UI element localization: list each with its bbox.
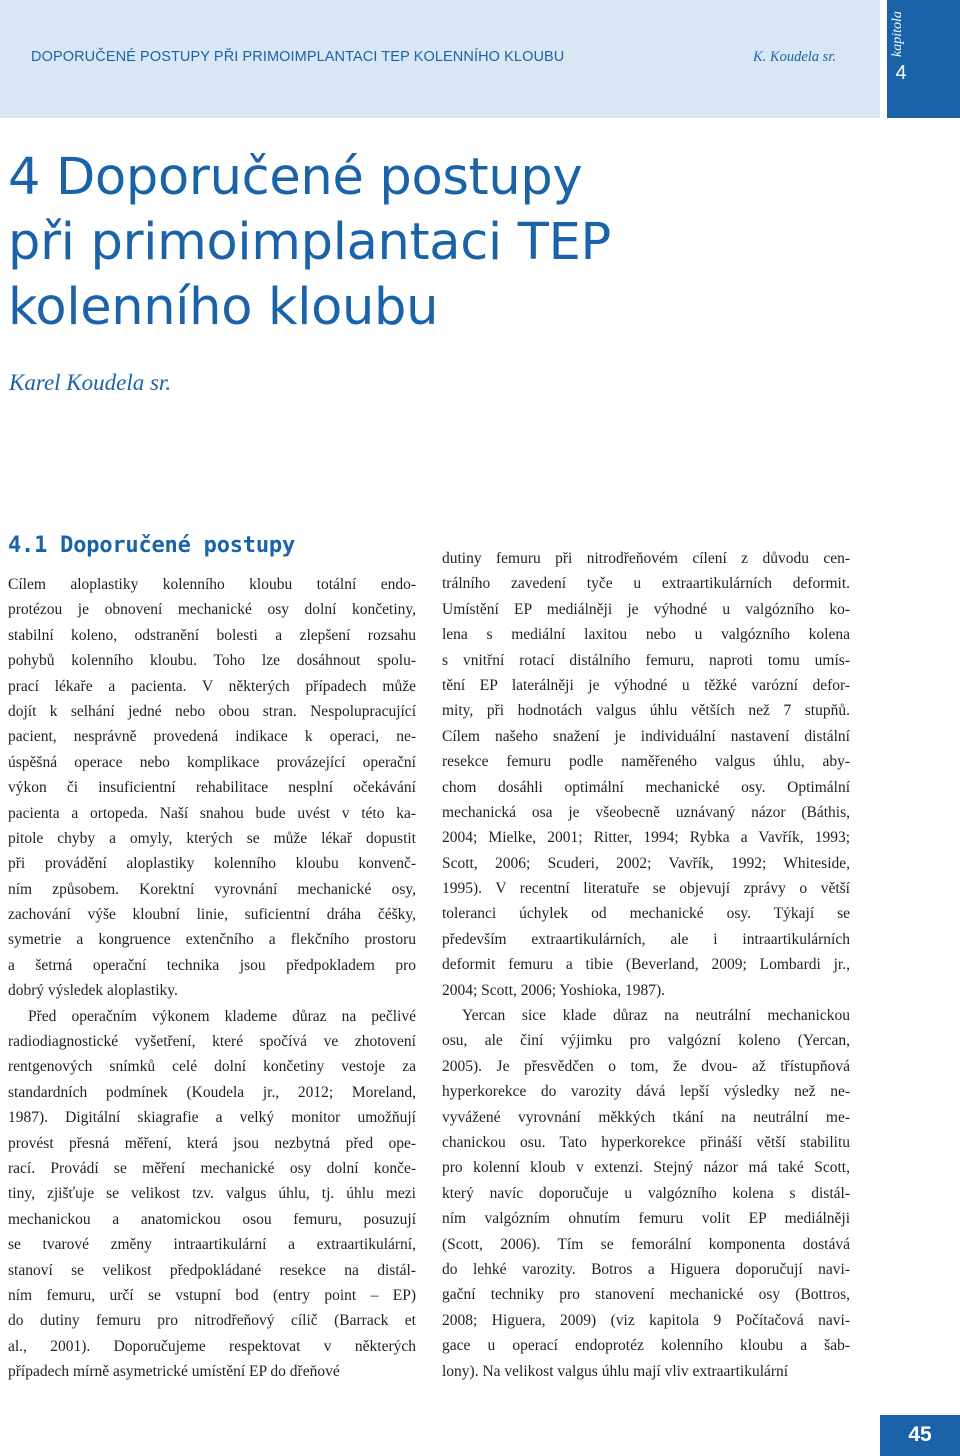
body-text-line: dutiny femuru při nitrodřeňovém cílení z důvodu cen- [442, 550, 850, 567]
body-text-line: al., 2001). Doporučujeme respektovat v některých [8, 1337, 416, 1355]
body-text-line: především extraartikulárních, ale i intraartikulárních [442, 930, 850, 948]
body-text-line: do dutiny femuru pro nitrodřeňový cílič (Barrack et [8, 1312, 416, 1330]
body-text-line: výkon či insuficientní rehabilitace nesplní očekávání [8, 779, 416, 797]
body-text-line: provést přesná měření, která jsou nezbytná před ope- [8, 1134, 416, 1152]
body-text-line: lena s mediální laxitou nebo u valgózního kolena [442, 626, 850, 644]
chapter-title-line: 4 Doporučené postupy [8, 148, 583, 207]
chapter-tab-label: kapitola [890, 11, 905, 57]
body-text-line: úspěšná operace nebo komplikace provázející operační [8, 753, 416, 771]
body-text-line: rací. Provádí se měření mechanické osy dolní konče- [8, 1159, 416, 1177]
body-text-line: Yercan sice klade důraz na neutrální mechanickou [462, 1007, 850, 1025]
body-text-line: standardních podmínek (Koudela jr., 2012; Moreland, [8, 1083, 416, 1101]
chapter-tab-number: 4 [895, 62, 907, 84]
body-text-line: vyvážené vyrovnání měkkých tkání na neutrální me- [442, 1108, 850, 1126]
body-text-line: dojít k selhání jedné nebo obou stran. Nespolupracující [8, 702, 416, 720]
running-header-author: K. Koudela sr. [753, 49, 836, 65]
body-text-line: rentgenových snímků celé dolní končetiny vestoje za [8, 1058, 416, 1076]
chapter-title [8, 145, 868, 340]
body-text-line: (Scott, 2006). Tím se femorální komponenta dostává [442, 1235, 850, 1253]
body-text-line: Scott, 2006; Scuderi, 2002; Vavřík, 1992; Whiteside, [442, 854, 850, 872]
body-text-line: Před operačním výkonem klademe důraz na pečlivé [28, 1007, 416, 1025]
body-text-line: 2005). Je přesvědčen o tom, že dvou- až třístupňová [442, 1057, 850, 1075]
body-text-line: osu, ale činí výjimku pro valgózní koleno (Yercan, [442, 1032, 850, 1050]
body-text-line: mechanická osa je všeobecně uznávaný názor (Báthis, [442, 803, 850, 821]
body-text-line: trálního zavedení tyče u extraartikulárních deformit. [442, 575, 850, 593]
body-text-line: gace u operací endoprotéz kolenního kloubu a šab- [442, 1337, 850, 1355]
body-text-line: Cílem našeho snažení je individuální nastavení distální [442, 727, 850, 745]
body-text-line: mechanickou a anatomickou osou femuru, posuzují [8, 1210, 416, 1228]
body-text-line: 2004; Scott, 2006; Yoshioka, 1987). [442, 981, 666, 999]
body-text-line: hyperkorekce do varozity dává lepší výsledky než ne- [442, 1083, 850, 1101]
body-column-left [8, 572, 416, 1385]
section-heading: 4.1 Doporučené postupy [8, 533, 295, 558]
body-text-line: 2004; Mielke, 2001; Ritter, 1994; Rybka a Vavřík, 1993; [442, 829, 850, 847]
body-text-line: symetrie a kongruence extenčního a flekčního prostoru [8, 931, 416, 949]
body-text-line: s vnitřní rotací distálního femuru, naproti tomu umís- [442, 651, 850, 669]
body-text-line: dobrý výsledek aloplastiky. [8, 982, 178, 1000]
chapter-author: Karel Koudela sr. [9, 370, 172, 395]
body-text-line: a šetrná operační technika jsou předpokladem pro [8, 956, 416, 974]
body-text-line: při provádění aloplastiky kolenního kloubu konvenč- [8, 855, 416, 873]
chapter-title-line: kolenního kloubu [8, 278, 439, 337]
body-text-line: chanickou osu. Tato hyperkorekce přináší větší stabilitu [442, 1133, 850, 1151]
body-text-line: chom dosáhli optimální mechanické osy. Optimální [442, 778, 850, 796]
body-text-line: 1995). V recentní literatuře se objevují zprávy o větší [442, 880, 850, 898]
running-header-title: DOPORUČENÉ POSTUPY PŘI PRIMOIMPLANTACI TEP KOLENNÍHO KLOUBU [31, 49, 565, 65]
body-text-line: prací lékaře a pacienta. V některých případech může [8, 677, 416, 695]
body-text-line: lony). Na velikost valgus úhlu mají vliv extraartikulární [442, 1362, 789, 1380]
body-text-line: radiodiagnostické vyšetření, které spočívá ve zhotovení [8, 1033, 416, 1051]
body-text-line: pacient, nesprávně provedená indikace k operaci, ne- [8, 728, 416, 746]
body-text-line: tění EP laterálněji je výhodné u těžké varózní defor- [442, 676, 850, 694]
body-text-line: který navíc doporučuje u valgózního kolena s distál- [442, 1184, 850, 1202]
body-text-line: Cílem aloplastiky kolenního kloubu totální endo- [8, 576, 416, 593]
body-text-line: pacienta a ortopeda. Naší snahou bude uvést v této ka- [8, 804, 416, 822]
body-text-line: protézou je obnovení mechanické osy dolní končetiny, [8, 601, 416, 619]
body-column-right [442, 546, 850, 1384]
body-text-line: toleranci úchylek od mechanické osy. Týkají se [442, 905, 850, 923]
body-text-line: deformit femuru a tibie (Beverland, 2009; Lombardi jr., [442, 956, 850, 974]
body-text-line: Umístění EP mediálněji je výhodné u valgózního ko- [442, 600, 850, 618]
body-text-line: pro kolenní kloub v extenzi. Stejný názor má také Scott, [442, 1159, 850, 1177]
body-text-line: 1987). Digitální skiagrafie a velký monitor umožňují [8, 1109, 416, 1127]
body-text-line: resekce femuru podle naměřeného valgus úhlu, aby- [442, 753, 850, 771]
page-number: 45 [908, 1423, 932, 1446]
body-text-line: stabilní koleno, odstranění bolesti a zlepšení rozsahu [8, 626, 416, 644]
body-text-line: ním valgózním ohnutím femuru volit EP mediálněji [442, 1210, 850, 1228]
body-text-line: 2008; Higuera, 2009) (viz kapitola 9 Počítačová navi- [442, 1311, 850, 1329]
body-text-line: gační techniky pro stanovení mechanické osy (Bottros, [442, 1286, 850, 1304]
body-text-line: pohybů kolenního kloubu. Toho lze dosáhnout spolu- [8, 652, 416, 670]
body-text-line: se tvarové změny intraartikulární a extraartikulární, [8, 1236, 416, 1254]
body-text-line: pitole chyby a omyly, kterých se může lékař dopustit [8, 829, 416, 847]
body-text-line: ním femuru, určí se vstupní bod (entry point – EP) [8, 1286, 416, 1304]
body-text-line: mity, při hodnotách valgus úhlu větších než 7 stupňů. [442, 702, 850, 720]
body-text-line: do lehké varozity. Botros a Higuera doporučují navi- [442, 1260, 850, 1278]
body-text-line: stanoví se velikost předpokládané resekce na distál- [8, 1261, 416, 1279]
body-text-line: případech mírně asymetrické umístění EP do dřeňové [8, 1363, 340, 1381]
body-text-line: ním způsobem. Korektní vyrovnání mechanické osy, [8, 880, 416, 898]
chapter-title-line: při primoimplantaci TEP [8, 213, 611, 272]
body-text-line: zachování výše kloubní linie, suficientní dráha čéšky, [8, 906, 416, 924]
body-text-line: tiny, zjišťuje se velikost tzv. valgus úhlu, tj. úhlu mezi [8, 1185, 416, 1203]
